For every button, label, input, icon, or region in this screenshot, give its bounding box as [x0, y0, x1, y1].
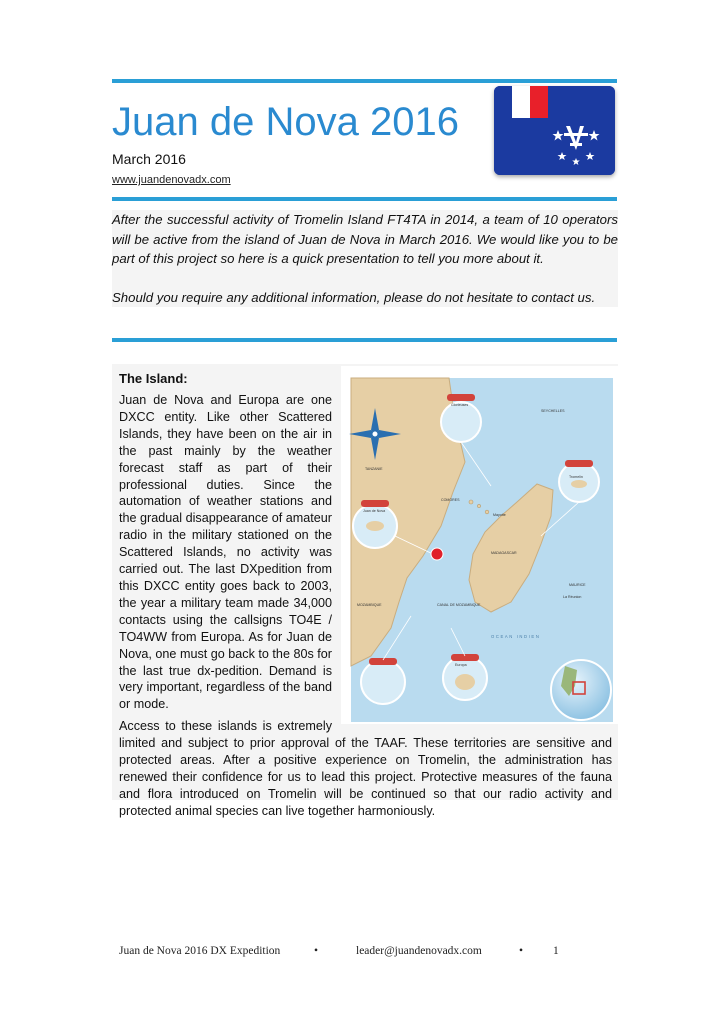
section-title: The Island:	[119, 371, 188, 386]
map-label-reunion: La Réunion	[563, 595, 582, 599]
map-label-canal: CANAL DE MOZAMBIQUE	[437, 603, 481, 607]
map-label-europa: Europa	[455, 663, 467, 667]
map-label-tromelin: Tromelin	[569, 475, 583, 479]
map-label-comores: COMORES	[441, 498, 460, 502]
map-label-juan-de-nova: Juan de Nova	[363, 509, 386, 513]
map-label-seychelles: SEYCHELLES	[541, 409, 565, 413]
map-label-maurice: MAURICE	[569, 583, 586, 587]
intro-block	[112, 210, 618, 307]
map-label-ocean: OCEAN INDIEN	[491, 634, 541, 639]
map-label-tanzanie: TANZANIE	[365, 467, 383, 471]
island-body	[119, 392, 612, 820]
mid-rule	[112, 197, 617, 201]
date: March 2016	[112, 151, 186, 167]
page-number: 1	[553, 945, 559, 957]
island-paragraph-1: Juan de Nova and Europa are one DXCC entity. Like other Scattered Islands, they have been on the air in the past mainly by the weather forecast staff as part of their professional duties. Since the automation of weather stations and the gradual disappearance of amateur radio in the military stationed on the Scattered Islands, no activity was carried out. The last DXpedition from this DXCC entity goes back to 2003, the year a military team made 34,000 contacts using the callsigns TO4E / TO4WW from Europa. As for Juan de Nova, one must go back to the 80s for the last true dx-pedition. Demand is very important, regardless of the band or mode.	[119, 393, 332, 712]
page-title: Juan de Nova 2016	[112, 100, 459, 144]
footer-bullet-1: •	[314, 945, 319, 957]
lower-rule	[112, 338, 617, 342]
footer-email: leader@juandenovadx.com	[356, 945, 482, 957]
island-paragraph-2: Access to these islands is extremely limited and subject to prior approval of the TAAF. These territories are sensitive and protected areas. After a positive experience on Tromelin, the administration has renewed their confidence for us to lead this project. Protective measures of the fauna and flora introduced on Tromelin will be continued so that our radio activity and protected animal species can live together harmoniously.	[119, 719, 612, 818]
map-label-madagascar: MADAGASCAR	[491, 551, 517, 555]
top-rule	[112, 79, 617, 83]
intro-paragraph: After the successful activity of Tromelin Island FT4TA in 2014, a team of 10 operators will be active from the island of Juan de Nova in March 2016. We would like you to be part of this project so here is a quick presentation to tell you more about it.	[112, 212, 618, 266]
map-label-mozambique: MOZAMBIQUE	[357, 603, 382, 607]
website-link[interactable]: www.juandenovadx.com	[112, 174, 231, 186]
footer-title: Juan de Nova 2016 DX Expedition	[119, 945, 281, 957]
taaf-flag-icon	[494, 86, 615, 175]
footer-bullet-2: •	[519, 945, 524, 957]
island-section	[112, 364, 618, 818]
map-label-glorieuses: Glorieuses	[451, 403, 469, 407]
map-label-mayotte: Mayotte	[493, 513, 506, 517]
contact-paragraph: Should you require any additional information, please do not hesitate to contact us.	[112, 289, 596, 305]
